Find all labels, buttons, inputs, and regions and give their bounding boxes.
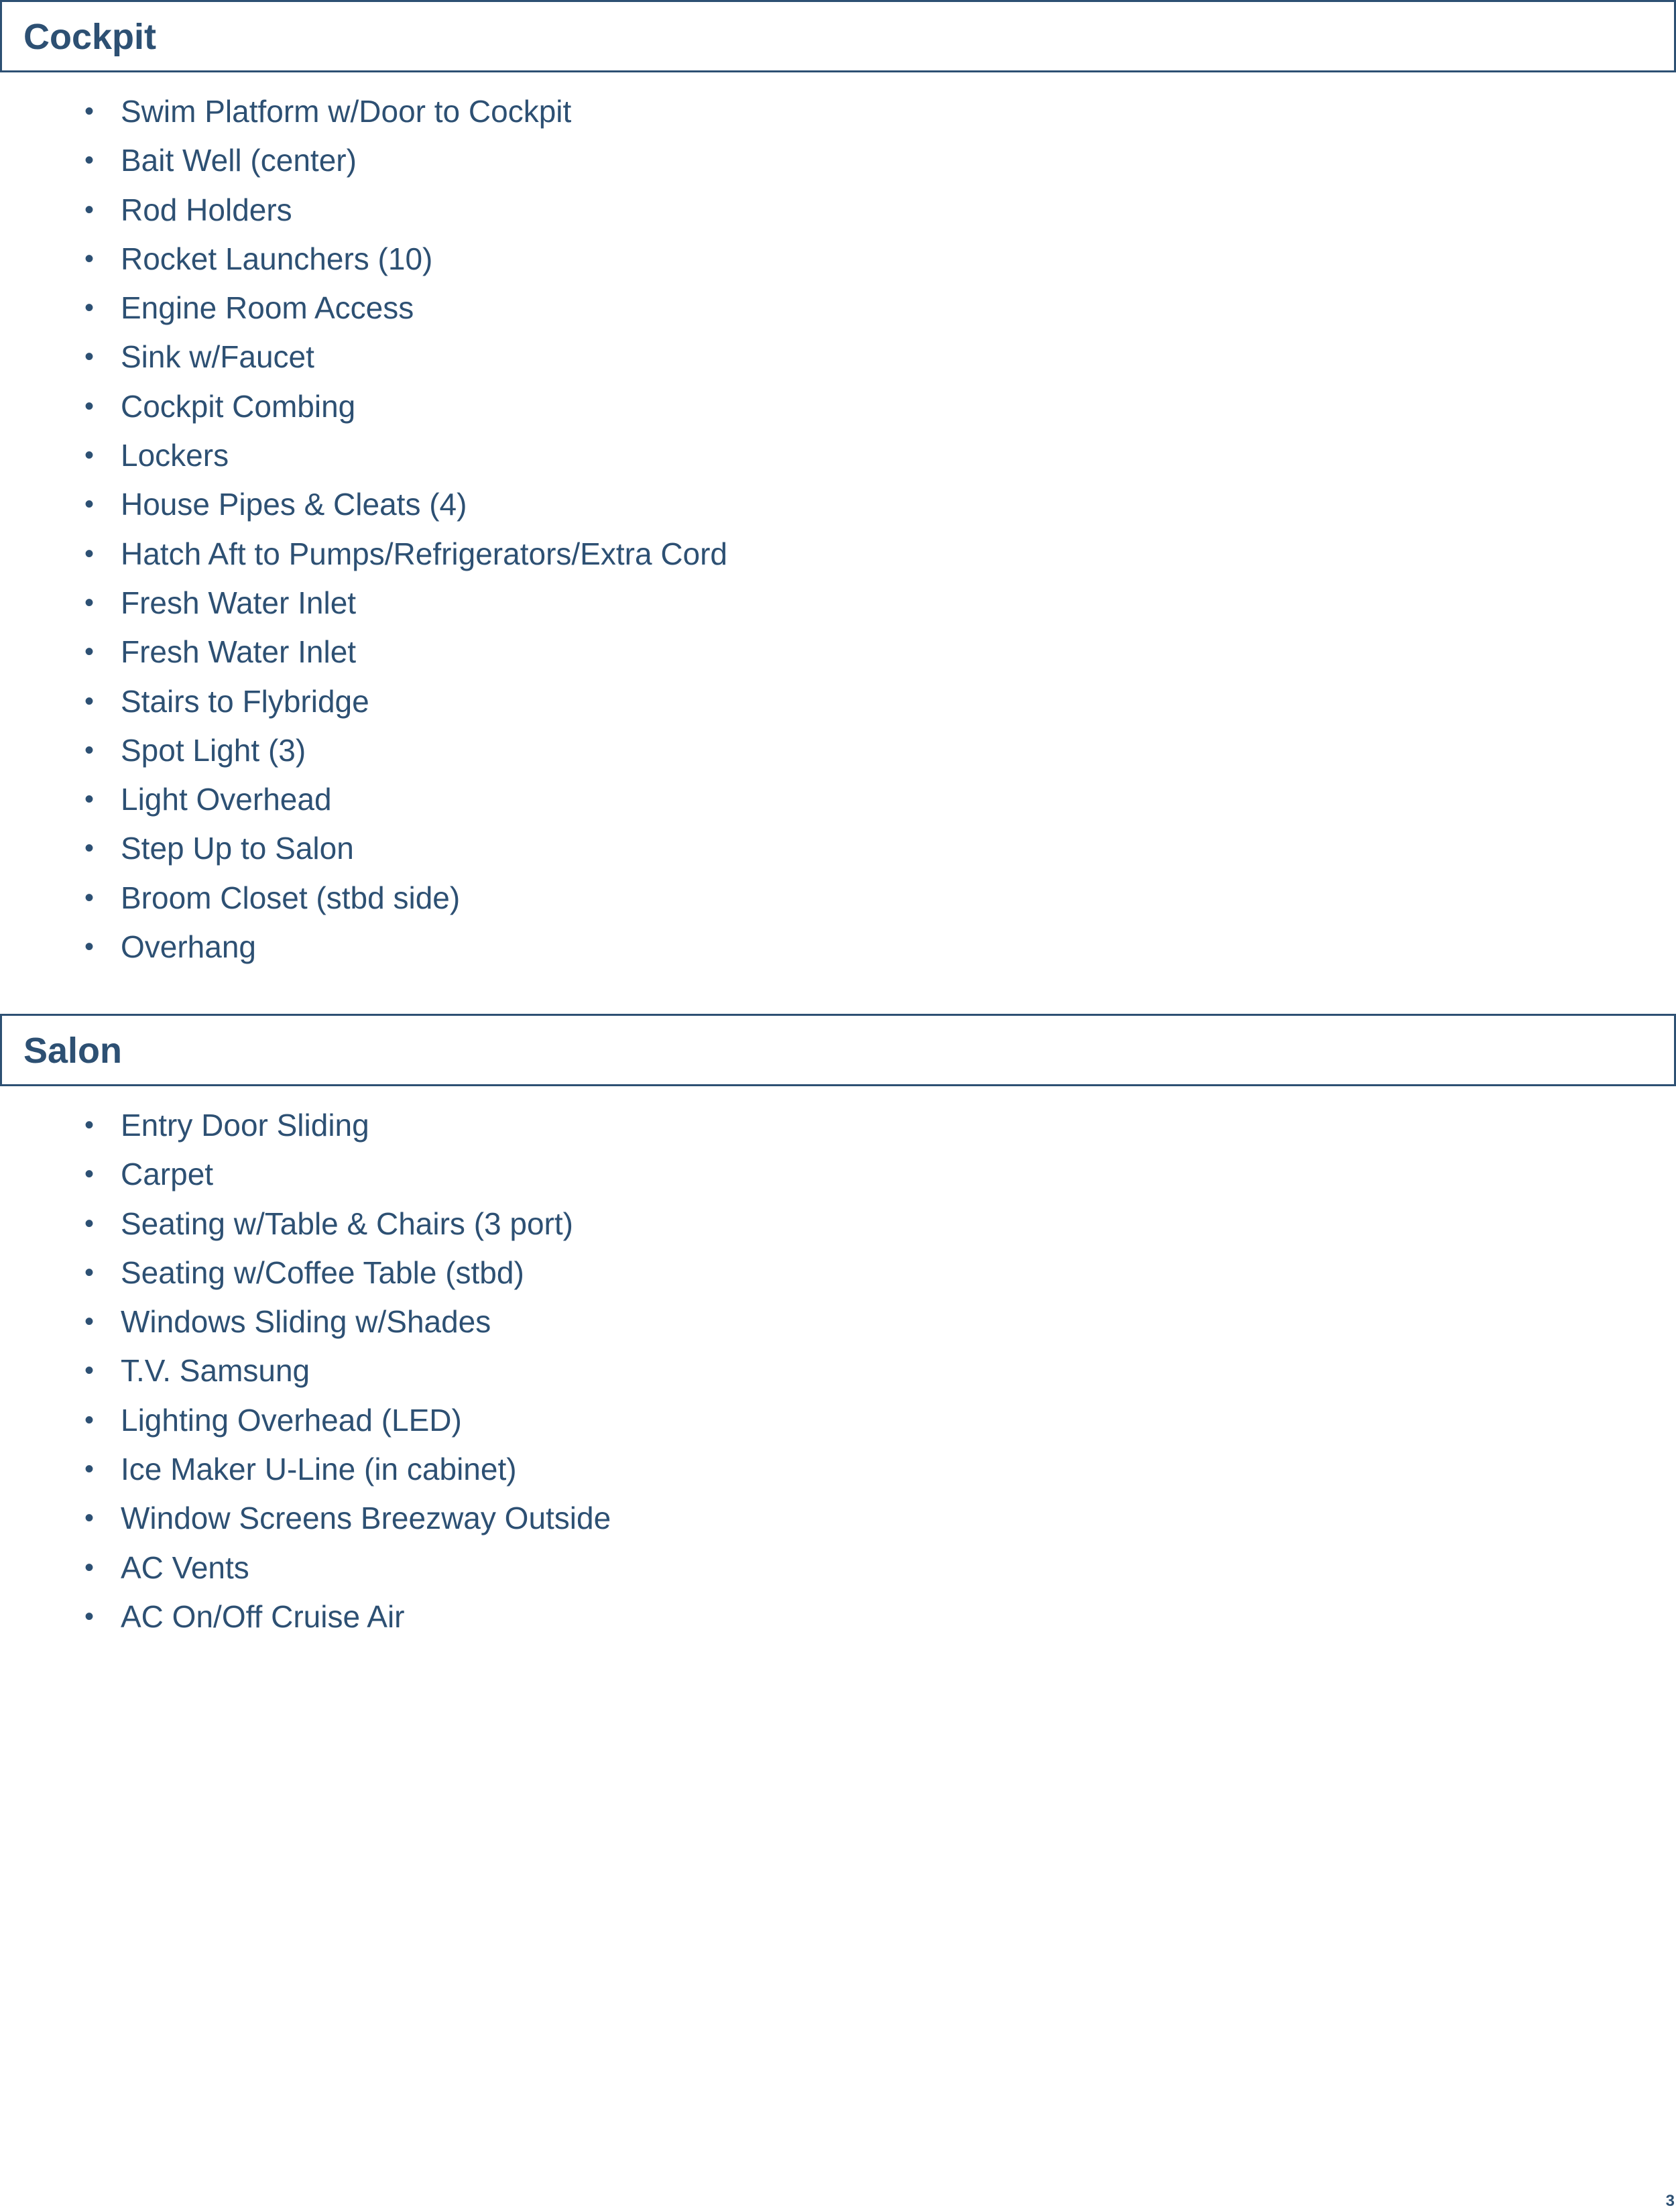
list-item-text: Seating w/Table & Chairs (3 port) (121, 1206, 573, 1241)
list-item-text: Carpet (121, 1157, 214, 1192)
bullet-icon: • (84, 1552, 95, 1582)
list-item (0, 726, 727, 775)
list-item-text: Ice Maker U-Line (in cabinet) (121, 1452, 517, 1487)
bullet-icon: • (84, 293, 95, 323)
list-item-text: Hatch Aft to Pumps/Refrigerators/Extra Cord (121, 536, 728, 571)
list-item-text: Seating w/Coffee Table (stbd) (121, 1255, 524, 1290)
list-item-text: Overhang (121, 929, 257, 965)
bullet-icon: • (84, 1307, 95, 1337)
bullet-icon: • (84, 97, 95, 126)
bullet-icon: • (84, 1159, 95, 1189)
list-item-text: AC On/Off Cruise Air (121, 1598, 405, 1634)
bullet-icon: • (84, 342, 95, 372)
list-item-text: Cockpit Combing (121, 388, 356, 424)
cockpit-item-list (0, 87, 727, 972)
list-item (0, 1445, 611, 1494)
list-item (0, 480, 727, 529)
list-item (0, 186, 727, 235)
bullet-icon: • (84, 833, 95, 864)
list-item-text: Entry Door Sliding (121, 1108, 369, 1143)
list-item-text: Windows Sliding w/Shades (121, 1304, 491, 1340)
list-item-text: Broom Closet (stbd side) (121, 880, 461, 915)
list-item-text: Rocket Launchers (10) (121, 241, 433, 276)
list-item (0, 874, 727, 923)
list-item (0, 1200, 611, 1248)
bullet-icon: • (84, 194, 95, 225)
list-item (0, 1346, 611, 1395)
list-item (0, 333, 727, 382)
bullet-icon: • (84, 932, 95, 962)
list-item (0, 1150, 611, 1199)
list-item (0, 136, 727, 185)
list-item (0, 1544, 611, 1592)
list-item (0, 431, 727, 480)
list-item (0, 1101, 611, 1150)
list-item-text: T.V. Samsung (121, 1353, 310, 1389)
bullet-icon: • (84, 1454, 95, 1485)
bullet-icon: • (84, 587, 95, 618)
section-title: Salon (23, 1031, 123, 1071)
bullet-icon: • (84, 1356, 95, 1386)
bullet-icon: • (84, 784, 95, 815)
list-item-text: AC Vents (121, 1550, 249, 1585)
list-item (0, 284, 727, 333)
bullet-icon: • (84, 735, 95, 765)
bullet-icon: • (84, 1405, 95, 1435)
list-item-text: Window Screens Breezway Outside (121, 1501, 611, 1536)
bullet-icon: • (84, 243, 95, 274)
list-item-text: Light Overhead (121, 782, 332, 817)
page-number: 3 (1665, 2192, 1675, 2210)
list-item (0, 1297, 611, 1346)
list-item-text: Fresh Water Inlet (121, 634, 357, 670)
list-item (0, 824, 727, 873)
section-header-cockpit (0, 0, 1676, 72)
list-item-text: Lighting Overhead (LED) (121, 1402, 462, 1438)
list-item-text: Fresh Water Inlet (121, 585, 357, 620)
list-item (0, 628, 727, 677)
list-item-text: Stairs to Flybridge (121, 683, 369, 719)
list-item-text: Sink w/Faucet (121, 339, 314, 375)
section-header-salon (0, 1014, 1676, 1086)
bullet-icon: • (84, 441, 95, 471)
list-item-text: Engine Room Access (121, 290, 414, 326)
list-item (0, 677, 727, 726)
list-item-text: Bait Well (center) (121, 143, 357, 178)
list-item-text: Lockers (121, 438, 229, 473)
list-item (0, 579, 727, 628)
list-item (0, 530, 727, 579)
list-item-text: Swim Platform w/Door to Cockpit (121, 94, 572, 129)
section-title: Cockpit (23, 17, 157, 57)
list-item (0, 1248, 611, 1297)
bullet-icon: • (84, 637, 95, 667)
list-item-text: Spot Light (3) (121, 732, 306, 768)
bullet-icon: • (84, 1503, 95, 1533)
bullet-icon: • (84, 1257, 95, 1287)
list-item (0, 1592, 611, 1641)
list-item (0, 87, 727, 136)
list-item (0, 1494, 611, 1543)
list-item (0, 1396, 611, 1445)
bullet-icon: • (84, 391, 95, 421)
bullet-icon: • (84, 686, 95, 716)
bullet-icon: • (84, 538, 95, 569)
bullet-icon: • (84, 1208, 95, 1238)
bullet-icon: • (84, 1601, 95, 1631)
list-item-text: Step Up to Salon (121, 831, 354, 866)
bullet-icon: • (84, 882, 95, 913)
list-item (0, 923, 727, 972)
bullet-icon: • (84, 489, 95, 520)
list-item (0, 382, 727, 431)
bullet-icon: • (84, 1110, 95, 1140)
list-item (0, 775, 727, 824)
list-item (0, 235, 727, 284)
list-item-text: Rod Holders (121, 192, 292, 227)
list-item-text: House Pipes & Cleats (4) (121, 487, 467, 522)
bullet-icon: • (84, 145, 95, 176)
salon-item-list (0, 1101, 611, 1641)
